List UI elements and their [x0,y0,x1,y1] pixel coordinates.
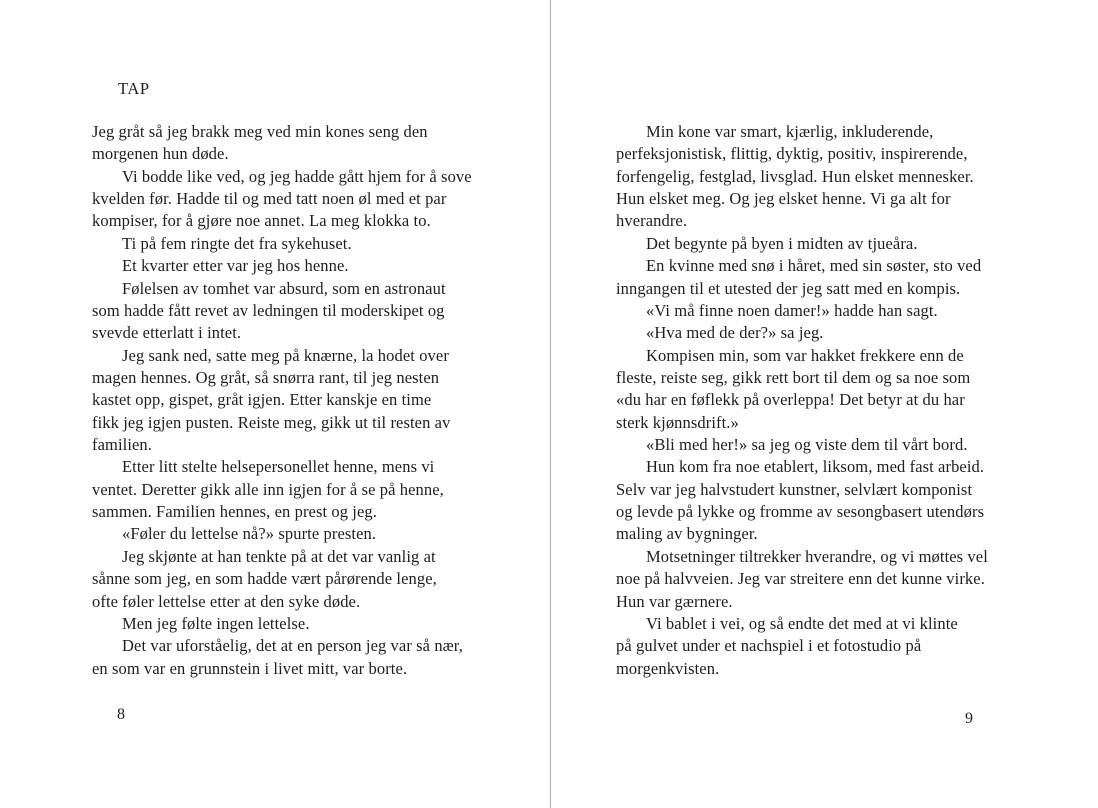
text-line: Hun var gærnere. [616,591,733,611]
text-line: «Hva med de der?» sa jeg. [646,323,824,343]
text-line: morgenen hun døde. [92,144,229,164]
text-line: hverandre. [616,211,688,231]
text-line: ventet. Deretter gikk alle inn igjen for å se på henne, [92,479,444,499]
text-line: Jeg skjønte at han tenkte på at det var vanlig at [122,546,436,566]
text-line: Men jeg følte ingen lettelse. [122,613,310,633]
text-line: Vi bablet i vei, og så endte det med at vi klinte [646,613,958,633]
text-line: og levde på lykke og fromme av sesongbasert utendørs [616,502,985,522]
text-line: familien. [92,435,153,455]
text-line: på gulvet under et nachspiel i et fotostudio på [616,636,922,656]
page-number-left: 8 [117,706,125,723]
text-line: Hun kom fra noe etablert, liksom, med fast arbeid. [646,457,985,477]
page-left-text [92,121,492,680]
text-line: magen hennes. Og gråt, så snørra rant, til jeg nesten [92,367,440,387]
text-line: En kvinne med snø i håret, med sin søster, sto ved [646,256,982,276]
text-line: kvelden før. Hadde til og med tatt noen øl med et par [92,189,447,209]
text-line: svevde etterlatt i intet. [92,323,242,343]
text-line: sammen. Familien hennes, en prest og jeg. [92,502,377,522]
text-line: en som var en grunnstein i livet mitt, var borte. [92,658,408,678]
text-line: perfeksjonistisk, flittig, dyktig, positiv, inspirerende, [616,144,968,164]
text-line: Motsetninger tiltrekker hverandre, og vi møttes vel [646,546,988,566]
text-line: morgenkvisten. [616,658,720,678]
text-line: sånne som jeg, en som hadde vært pårørende lenge, [92,569,437,589]
page-number-right: 9 [965,710,973,727]
text-line: Vi bodde like ved, og jeg hadde gått hjem for å sove [122,166,472,186]
text-line: som hadde fått revet av ledningen til moderskipet og [92,300,445,320]
text-line: «du har en føflekk på overleppa! Det betyr at du har [616,390,965,410]
text-line: kompiser, for å gjøre noe annet. La meg klokka to. [92,211,431,231]
text-line: Selv var jeg halvstudert kunstner, selvlært komponist [616,479,973,499]
text-line: «Føler du lettelse nå?» spurte presten. [122,524,377,544]
text-line: Et kvarter etter var jeg hos henne. [122,256,349,276]
text-line: Etter litt stelte helsepersonellet henne, mens vi [122,457,435,477]
text-line: kastet opp, gispet, gråt igjen. Etter kanskje en time [92,390,432,410]
text-line: ofte føler lettelse etter at den syke døde. [92,591,361,611]
text-line: Følelsen av tomhet var absurd, som en astronaut [122,278,446,298]
text-line: Det begynte på byen i midten av tjueåra. [646,233,918,253]
text-line: «Vi må finne noen damer!» hadde han sagt. [646,300,938,320]
text-line: fikk jeg igjen pusten. Reiste meg, gikk ut til resten av [92,412,451,432]
text-line: maling av bygninger. [616,524,758,544]
text-line: «Bli med her!» sa jeg og viste dem til vårt bord. [646,435,968,455]
text-line: forfengelig, festglad, livsglad. Hun elsket mennesker. [616,166,974,186]
page-right-text [616,121,1016,680]
text-line: Ti på fem ringte det fra sykehuset. [122,233,352,253]
text-line: Jeg gråt så jeg brakk meg ved min kones seng den [92,122,428,141]
text-line: Jeg sank ned, satte meg på knærne, la hodet over [122,345,449,365]
chapter-title: TAP [118,79,150,98]
text-line: fleste, reiste seg, gikk rett bort til dem og sa noe som [616,367,971,387]
text-line: sterk kjønnsdrift.» [616,412,739,432]
text-line: Kompisen min, som var hakket frekkere enn de [646,345,964,365]
text-line: Det var uforståelig, det at en person jeg var så nær, [122,636,463,656]
text-line: noe på halvveien. Jeg var streitere enn det kunne virke. [616,569,985,589]
text-line: inngangen til et utested der jeg satt med en kompis. [616,278,961,298]
text-line: Hun elsket meg. Og jeg elsket henne. Vi ga alt for [616,189,951,209]
text-line: Min kone var smart, kjærlig, inkluderende, [646,122,934,141]
page-gutter-divider [550,0,552,808]
